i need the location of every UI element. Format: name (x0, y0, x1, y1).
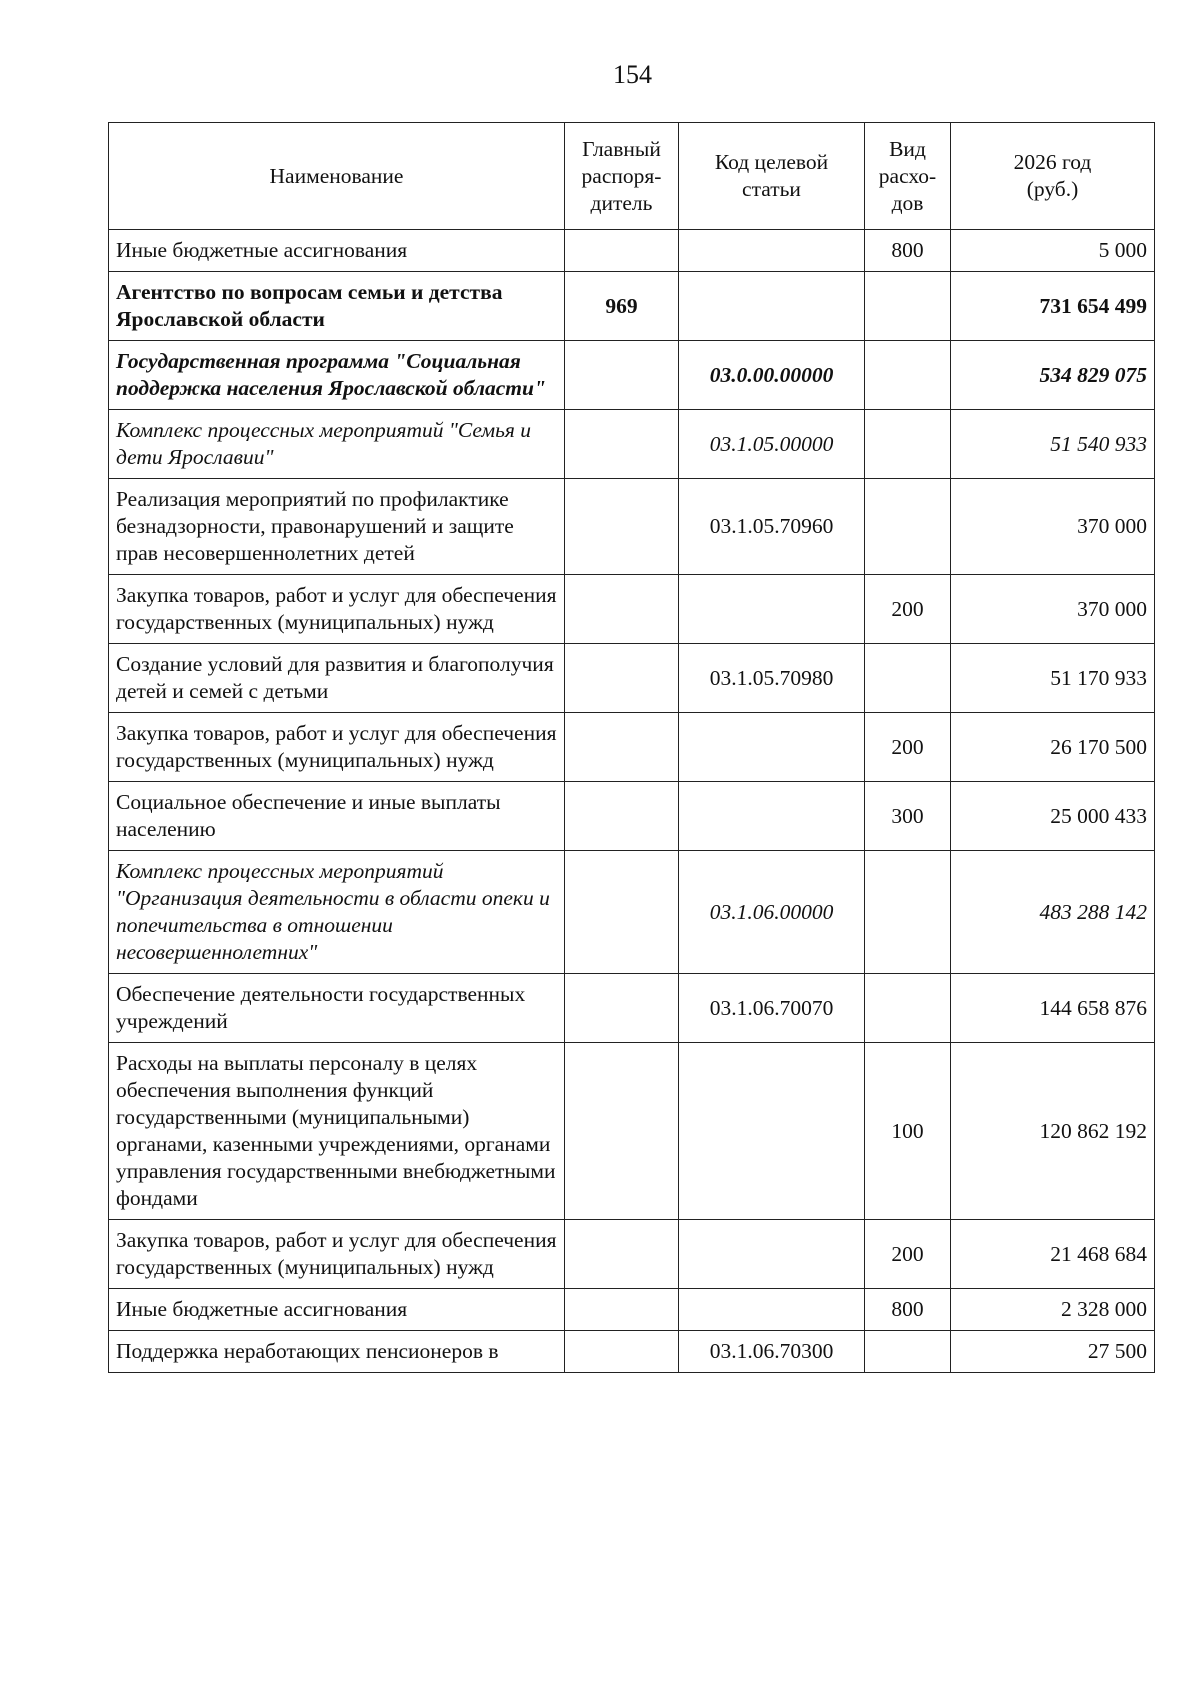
table-row (109, 644, 1155, 713)
row-sum: 5 000 (951, 230, 1155, 272)
table-row (109, 341, 1155, 410)
row-expense-type (865, 341, 951, 410)
row-target-code: 03.1.05.00000 (679, 410, 865, 479)
header-main-manager: Главный распоря-дитель (565, 123, 679, 230)
row-main-manager (565, 341, 679, 410)
row-sum: 21 468 684 (951, 1220, 1155, 1289)
row-main-manager (565, 410, 679, 479)
row-sum: 2 328 000 (951, 1289, 1155, 1331)
header-year-sum: 2026 год (руб.) (951, 123, 1155, 230)
row-name: Закупка товаров, работ и услуг для обеспечения государственных (муниципальных) нужд (109, 575, 565, 644)
row-expense-type (865, 644, 951, 713)
row-name: Создание условий для развития и благополучия детей и семей с детьми (109, 644, 565, 713)
row-main-manager (565, 644, 679, 713)
row-name: Агентство по вопросам семьи и детства Ярославской области (109, 272, 565, 341)
row-target-code (679, 230, 865, 272)
row-expense-type: 200 (865, 575, 951, 644)
row-main-manager (565, 1331, 679, 1373)
row-target-code: 03.1.06.70300 (679, 1331, 865, 1373)
page-number: 154 (613, 60, 652, 89)
table-row (109, 974, 1155, 1043)
row-sum: 370 000 (951, 575, 1155, 644)
table-row (109, 713, 1155, 782)
row-target-code: 03.1.05.70960 (679, 479, 865, 575)
table-row (109, 1331, 1155, 1373)
header-expense-type: Вид расхо-дов (865, 123, 951, 230)
row-sum: 120 862 192 (951, 1043, 1155, 1220)
row-expense-type: 100 (865, 1043, 951, 1220)
row-main-manager (565, 974, 679, 1043)
row-name: Социальное обеспечение и иные выплаты населению (109, 782, 565, 851)
row-sum: 51 170 933 (951, 644, 1155, 713)
row-name: Комплекс процессных мероприятий "Организация деятельности в области опеки и попечительства в отношении несовершеннолетних" (109, 851, 565, 974)
row-name: Расходы на выплаты персоналу в целях обеспечения выполнения функций государственными (муниципальными) органами, казенными учреждениями, органами управления государственными внебюджетными фондами (109, 1043, 565, 1220)
row-sum: 51 540 933 (951, 410, 1155, 479)
row-name: Поддержка неработающих пенсионеров в (109, 1331, 565, 1373)
table-row (109, 230, 1155, 272)
row-expense-type: 800 (865, 1289, 951, 1331)
row-sum: 26 170 500 (951, 713, 1155, 782)
row-sum: 483 288 142 (951, 851, 1155, 974)
row-name: Закупка товаров, работ и услуг для обеспечения государственных (муниципальных) нужд (109, 1220, 565, 1289)
row-expense-type: 200 (865, 713, 951, 782)
row-target-code: 03.1.06.00000 (679, 851, 865, 974)
row-expense-type (865, 479, 951, 575)
row-name: Иные бюджетные ассигнования (109, 230, 565, 272)
row-main-manager (565, 575, 679, 644)
row-main-manager: 969 (565, 272, 679, 341)
row-sum: 370 000 (951, 479, 1155, 575)
table-row (109, 851, 1155, 974)
row-target-code (679, 782, 865, 851)
row-expense-type: 200 (865, 1220, 951, 1289)
row-main-manager (565, 1043, 679, 1220)
row-main-manager (565, 851, 679, 974)
row-name: Комплекс процессных мероприятий "Семья и дети Ярославии" (109, 410, 565, 479)
budget-table (108, 122, 1155, 1373)
row-sum: 27 500 (951, 1331, 1155, 1373)
row-sum: 144 658 876 (951, 974, 1155, 1043)
row-expense-type (865, 974, 951, 1043)
row-main-manager (565, 1220, 679, 1289)
table-row (109, 410, 1155, 479)
row-main-manager (565, 713, 679, 782)
header-name: Наименование (109, 123, 565, 230)
row-expense-type: 300 (865, 782, 951, 851)
row-target-code (679, 272, 865, 341)
row-main-manager (565, 479, 679, 575)
row-target-code (679, 1220, 865, 1289)
table-row (109, 1289, 1155, 1331)
row-name: Обеспечение деятельности государственных учреждений (109, 974, 565, 1043)
row-target-code (679, 575, 865, 644)
row-expense-type (865, 1331, 951, 1373)
table-row (109, 272, 1155, 341)
row-target-code (679, 1289, 865, 1331)
row-target-code: 03.0.00.00000 (679, 341, 865, 410)
row-target-code: 03.1.06.70070 (679, 974, 865, 1043)
row-expense-type (865, 410, 951, 479)
row-target-code: 03.1.05.70980 (679, 644, 865, 713)
row-expense-type: 800 (865, 230, 951, 272)
row-name: Реализация мероприятий по профилактике безнадзорности, правонарушений и защите прав несовершеннолетних детей (109, 479, 565, 575)
row-sum: 534 829 075 (951, 341, 1155, 410)
table-row (109, 479, 1155, 575)
table-header-row (109, 123, 1155, 230)
table-row (109, 1043, 1155, 1220)
row-name: Иные бюджетные ассигнования (109, 1289, 565, 1331)
table-row (109, 1220, 1155, 1289)
row-name: Закупка товаров, работ и услуг для обеспечения государственных (муниципальных) нужд (109, 713, 565, 782)
row-target-code (679, 713, 865, 782)
row-name: Государственная программа "Социальная поддержка населения Ярославской области" (109, 341, 565, 410)
row-main-manager (565, 782, 679, 851)
row-expense-type (865, 851, 951, 974)
row-target-code (679, 1043, 865, 1220)
table-row (109, 575, 1155, 644)
row-sum: 25 000 433 (951, 782, 1155, 851)
table-row (109, 782, 1155, 851)
header-target-code: Код целевой статьи (679, 123, 865, 230)
row-main-manager (565, 230, 679, 272)
row-expense-type (865, 272, 951, 341)
row-sum: 731 654 499 (951, 272, 1155, 341)
row-main-manager (565, 1289, 679, 1331)
